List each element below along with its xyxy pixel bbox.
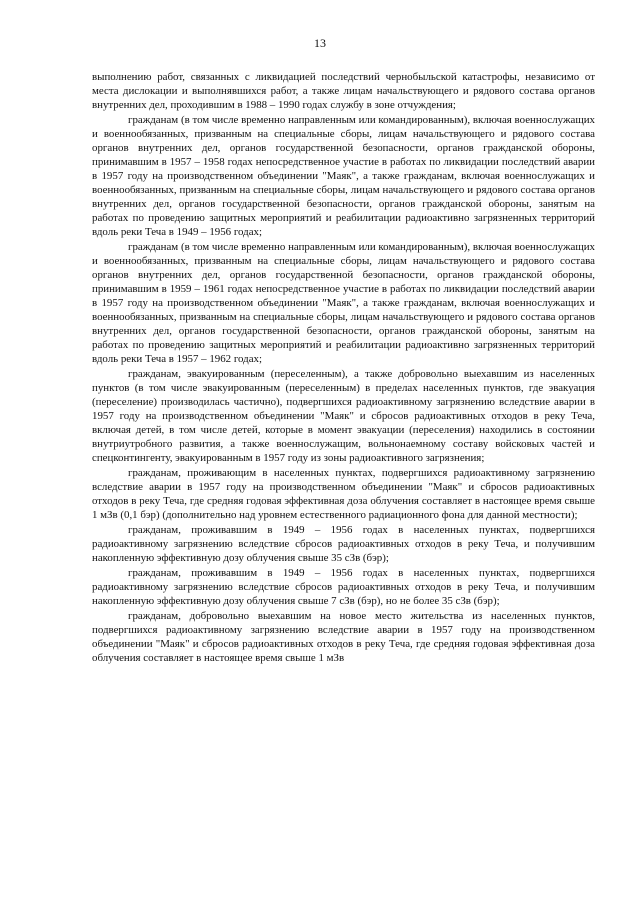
- paragraph-mayak-1957-1958: гражданам (в том числе временно направленным или командированным), включая военнослужащих и военнообязанных, призванным на специальные сборы, лицам начальствующего и рядового состава органов внутренних дел, органов государственной безопасности, органов гражданской обороны, принимавшим в 1957 – 1958 годах непосредственное участие в работах по ликвидации последствий аварии в 1957 году на производственном объединении "Маяк", а также гражданам, включая военнослужащих и военнообязанных, призванным на специальные сборы, лицам начальствующего и рядового состава органов внутренних дел, органов государственной безопасности, органов гражданской обороны, занятым на работах по проведению защитных мероприятий и реабилитации радиоактивно загрязненных территорий вдоль реки Теча в 1949 – 1956 годах;: [92, 114, 595, 238]
- paragraph-mayak-1959-1961: гражданам (в том числе временно направленным или командированным), включая военнослужащих и военнообязанных, призванным на специальные сборы, лицам начальствующего и рядового состава органов внутренних дел, органов государственной безопасности, органов гражданской обороны, принимавшим в 1959 – 1961 годах непосредственное участие в работах по ликвидации последствий аварии в 1957 году на производственном объединении "Маяк", а также гражданам, включая военнослужащих и военнообязанных, призванным на специальные сборы, лицам начальствующего и рядового состава органов внутренних дел, органов государственной безопасности, органов гражданской обороны, занятым на работах по проведению защитных мероприятий и реабилитации радиоактивно загрязненных территорий вдоль реки Теча в 1957 – 1962 годах;: [92, 241, 595, 365]
- paragraph-continuation: выполнению работ, связанных с ликвидацией последствий чернобыльской катастрофы, независимо от места дислокации и выполнявшихся работ, а также лицам начальствующего и рядового состава органов внутренних дел, проходившим в 1988 – 1990 годах службу в зоне отчуждения;: [92, 71, 595, 111]
- document-body: [92, 70, 595, 666]
- paragraph-dose-7-to-35: гражданам, проживавшим в 1949 – 1956 годах в населенных пунктах, подвергшихся радиоактивному загрязнению вследствие сбросов радиоактивных отходов в реку Теча, и получившим накопленную эффективную дозу облучения свыше 7 сЗв (бэр), но не более 35 сЗв (бэр);: [92, 567, 595, 607]
- paragraph-dose-over-35: гражданам, проживавшим в 1949 – 1956 годах в населенных пунктах, подвергшихся радиоактивному загрязнению вследствие сбросов радиоактивных отходов в реку Теча, и получившим накопленную эффективную дозу облучения свыше 35 сЗв (бэр);: [92, 524, 595, 564]
- page-number: 13: [314, 36, 326, 50]
- paragraph-evacuated-citizens: гражданам, эвакуированным (переселенным), а также добровольно выехавшим из населенных пунктов (в том числе эвакуированным (переселенным) в пределах населенных пунктов, где эвакуация (переселение) производилась частично), подвергшихся радиоактивному загрязнению вследствие аварии в 1957 году на производственном объединении "Маяк" и сбросов радиоактивных отходов в реку Теча, включая детей, в том числе детей, которые в момент эвакуации (переселения) находились в состоянии внутриутробного развития, а также военнослужащим, вольнонаемному составу войсковых частей и спецконтингенту, эвакуированным в 1957 году из зоны радиоактивного загрязнения;: [92, 368, 595, 464]
- paragraph-residing-citizens: гражданам, проживающим в населенных пунктах, подвергшихся радиоактивному загрязнению вследствие аварии в 1957 году на производственном объединении "Маяк" и сбросов радиоактивных отходов в реку Теча, где средняя годовая эффективная доза облучения составляет в настоящее время свыше 1 мЗв (0,1 бэр) (дополнительно над уровнем естественного радиационного фона для данной местности);: [92, 467, 595, 521]
- paragraph-voluntarily-moved: гражданам, добровольно выехавшим на новое место жительства из населенных пунктов, подвергшихся радиоактивному загрязнению вследствие аварии в 1957 году на производственном объединении "Маяк" и сбросов радиоактивных отходов в реку Теча, где средняя годовая эффективная доза облучения составляет в настоящее время свыше 1 мЗв: [92, 610, 595, 664]
